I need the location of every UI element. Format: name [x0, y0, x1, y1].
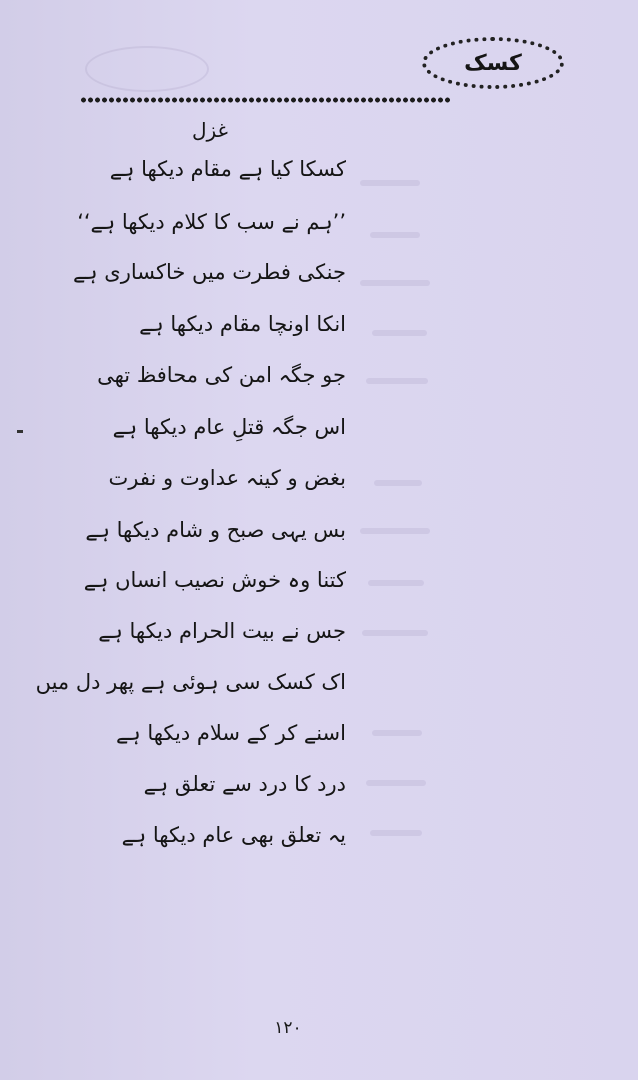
running-header-title: کسک: [464, 50, 522, 76]
verse-line-4: انکا اونچا مقام دیکھا ہے: [139, 312, 346, 336]
verse-line-7: بغض و کینہ عداوت و نفرت: [108, 466, 346, 490]
verse-line-6: اس جگہ قتلِ عام دیکھا ہے: [112, 415, 346, 439]
running-header-frame: [422, 37, 564, 89]
verse-line-1: کسکا کیا ہے مقام دیکھا ہے: [109, 157, 346, 181]
page-number: ۱۲۰: [274, 1018, 302, 1038]
poem-title: غزل: [191, 118, 229, 142]
verse-line-11: اک کسک سی ہوئی ہے پھر دل میں: [35, 670, 346, 694]
dotted-divider: [80, 97, 452, 103]
verse-line-8: بس یہی صبح و شام دیکھا ہے: [85, 518, 346, 542]
verse-line-2: ’’ہم نے سب کا کلام دیکھا ہے‘‘: [77, 210, 346, 234]
verse-line-12: اسنے کر کے سلام دیکھا ہے: [116, 721, 346, 745]
verse-line-9: کتنا وہ خوش نصیب انساں ہے: [83, 568, 346, 592]
verse-line-13: درد کا درد سے تعلق ہے: [143, 772, 346, 796]
margin-mark: [17, 430, 23, 433]
verse-line-5: جو جگہ امن کی محافظ تھی: [97, 363, 346, 387]
verse-line-3: جنکی فطرت میں خاکساری ہے: [72, 260, 346, 284]
verse-line-10: جس نے بیت الحرام دیکھا ہے: [98, 619, 346, 643]
verse-line-14: یہ تعلق بھی عام دیکھا ہے: [121, 823, 346, 847]
bleed-through-oval: [85, 46, 209, 92]
